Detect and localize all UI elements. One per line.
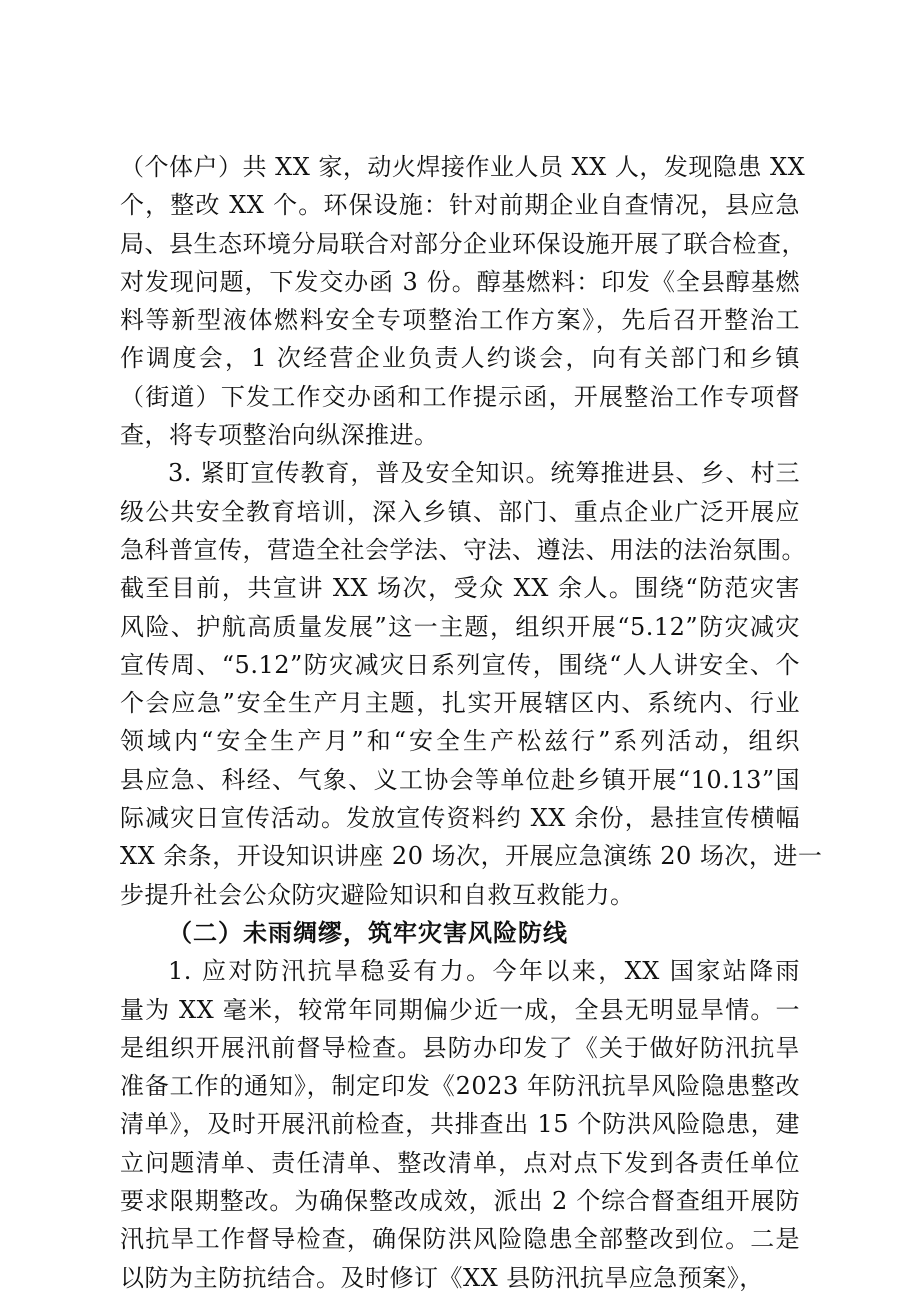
text-line: 清单》，及时开展汛前检查，共排查出 15 个防洪风险隐患，建 (120, 1110, 800, 1139)
text-line: （街道）下发工作交办函和工作提示函，开展整治工作专项督 (120, 382, 800, 411)
text-line: 对发现问题，下发交办函 3 份。醇基燃料：印发《全县醇基燃 (120, 267, 800, 296)
text-line: 宣传周、“5.12”防灾减灾日系列宣传，围绕“人人讲安全、个 (120, 650, 800, 679)
text-line: 级公共安全教育培训，深入乡镇、部门、重点企业广泛开展应 (120, 497, 800, 526)
text-line: 个，整改 XX 个。环保设施：针对前期企业自查情况，县应急 (120, 191, 800, 220)
text-line: 步提升社会公众防灾避险知识和自救互救能力。 (120, 880, 635, 909)
text-line: 风险、护航高质量发展”这一主题，组织开展“5.12”防灾减灾 (120, 612, 800, 641)
text-line: 汛抗旱工作督导检查，确保防洪风险隐患全部整改到位。二是 (120, 1225, 800, 1254)
text-line: 截至目前，共宣讲 XX 场次，受众 XX 余人。围绕“防范灾害 (120, 574, 800, 603)
text-line: 1. 应对防汛抗旱稳妥有力。今年以来，XX 国家站降雨 (168, 957, 800, 986)
text-line: 立问题清单、责任清单、整改清单，点对点下发到各责任单位 (120, 1148, 800, 1177)
text-line: 量为 XX 毫米，较常年同期偏少近一成，全县无明显旱情。一 (120, 995, 800, 1024)
text-line: 个会应急”安全生产月主题，扎实开展辖区内、系统内、行业 (120, 689, 800, 718)
text-line: 以防为主防抗结合。及时修订《XX 县防汛抗旱应急预案》， (120, 1263, 764, 1292)
text-line: 领域内“安全生产月”和“安全生产松兹行”系列活动，组织 (120, 727, 800, 756)
text-line: 县应急、科经、气象、义工协会等单位赴乡镇开展“10.13”国 (120, 765, 800, 794)
text-line: 3. 紧盯宣传教育，普及安全知识。统筹推进县、乡、村三 (168, 459, 800, 488)
text-line: 是组织开展汛前督导检查。县防办印发了《关于做好防汛抗旱 (120, 1033, 800, 1062)
text-line: 际减灾日宣传活动。发放宣传资料约 XX 余份，悬挂宣传横幅 (120, 804, 800, 833)
text-line: 局、县生态环境分局联合对部分企业环保设施开展了联合检查， (120, 229, 806, 258)
text-line: 准备工作的通知》，制定印发《2023 年防汛抗旱风险隐患整改 (120, 1072, 800, 1101)
text-line: 要求限期整改。为确保整改成效，派出 2 个综合督查组开展防 (120, 1187, 800, 1216)
text-line: XX 余条，开设知识讲座 20 场次，开展应急演练 20 场次，进一 (120, 842, 823, 871)
section-heading: （二）未雨绸缪，筑牢灾害风险防线 (168, 917, 568, 947)
text-line: 作调度会，1 次经营企业负责人约谈会，向有关部门和乡镇 (120, 344, 800, 373)
text-line: 查，将专项整治向纵深推进。 (120, 421, 439, 450)
text-line: （个体户）共 XX 家，动火焊接作业人员 XX 人，发现隐患 XX (120, 153, 806, 181)
document-body (120, 148, 823, 1297)
text-line: 急科普宣传，营造全社会学法、守法、遵法、用法的法治氛围。 (120, 535, 806, 564)
text-line: 料等新型液体燃料安全专项整治工作方案》，先后召开整治工 (120, 306, 800, 335)
